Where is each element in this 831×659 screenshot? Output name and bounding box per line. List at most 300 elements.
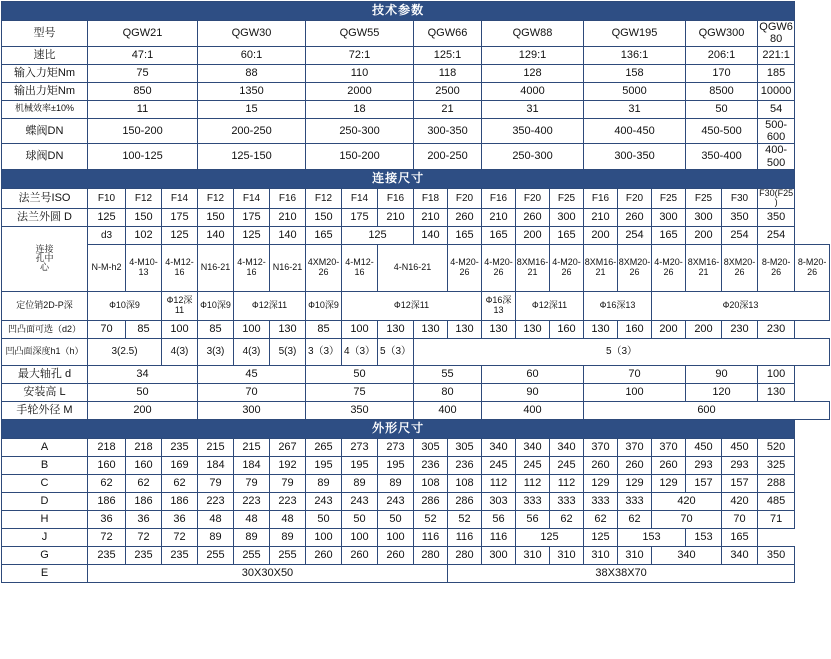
table-row [2,528,830,546]
cell: 230 [758,320,795,338]
cell: 100 [306,528,342,546]
cell: 245 [550,456,584,474]
cell: 300-350 [584,144,686,170]
cell: 70 [198,383,306,401]
cell: F12 [198,188,234,208]
cell: F25 [686,188,722,208]
cell: 89 [270,528,306,546]
row-label-conn-holes: 连接 孔中 心 [2,226,88,291]
cell: 88 [198,64,306,82]
cell: 215 [234,438,270,456]
row-label: H [2,510,88,528]
cell: 140 [198,226,234,244]
cell: 125 [234,226,270,244]
cell: 340 [516,438,550,456]
cell: 5（3） [414,338,830,365]
cell: 235 [88,546,126,564]
cell: QGW66 [414,21,482,47]
row-label: 手轮外径 M [2,401,88,419]
cell: 130 [758,383,795,401]
cell: 4-M10-13 [126,244,162,291]
cell: 255 [234,546,270,564]
cell: 136:1 [584,46,686,64]
cell: 158 [584,64,686,82]
cell: 56 [516,510,550,528]
cell: 170 [686,64,758,82]
cell: 1350 [198,82,306,100]
cell: 186 [162,492,198,510]
cell: 260 [584,456,618,474]
cell: 350-400 [482,118,584,144]
cell: 112 [550,474,584,492]
cell: 62 [162,474,198,492]
row-label: G [2,546,88,564]
cell: Ф16深13 [584,291,652,320]
cell: 333 [618,492,652,510]
cell: 243 [306,492,342,510]
cell: 293 [686,456,722,474]
cell: F18 [414,188,448,208]
cell: 60:1 [198,46,306,64]
cell: 128 [482,64,584,82]
cell: 420 [722,492,758,510]
cell: Ф10深9 [306,291,342,320]
table-row [2,291,830,320]
cell: 89 [198,528,234,546]
cell: 160 [550,320,584,338]
cell: 62 [618,510,652,528]
cell: 125 [342,226,414,244]
row-label: B [2,456,88,474]
row-label: A [2,438,88,456]
cell: 89 [342,474,378,492]
cell: 370 [652,438,686,456]
cell: 150 [198,208,234,226]
sub-row-label: N-M-h2 [88,244,126,291]
cell: 200 [88,401,198,419]
cell: 116 [414,528,448,546]
cell: 38X38X70 [448,564,795,582]
cell: 236 [414,456,448,474]
cell: F14 [342,188,378,208]
cell: 450 [722,438,758,456]
cell: 72 [88,528,126,546]
cell: 250-300 [306,118,414,144]
cell: 218 [126,438,162,456]
cell: 129 [618,474,652,492]
cell: 310 [618,546,652,564]
cell: 450-500 [686,118,758,144]
row-label: 凹凸面深度h1（h） [2,338,88,365]
cell: 350 [758,546,795,564]
cell: 325 [758,456,795,474]
cell: 400 [482,401,584,419]
table-row [2,320,830,338]
cell: F25 [652,188,686,208]
cell: 4-M20-26 [550,244,584,291]
cell: 255 [198,546,234,564]
cell: 223 [270,492,306,510]
cell: 175 [162,208,198,226]
cell: 140 [270,226,306,244]
cell: 125-150 [198,144,306,170]
cell: 165 [482,226,516,244]
cell: 333 [516,492,550,510]
row-label: 输出力矩Nm [2,82,88,100]
cell: Ф12深11 [162,291,198,320]
cell: 210 [482,208,516,226]
cell: 79 [234,474,270,492]
cell: 118 [414,64,482,82]
sub-row-label: d3 [88,226,126,244]
cell: 4-M20-26 [482,244,516,291]
cell: 48 [234,510,270,528]
table-row [2,208,830,226]
cell: 157 [722,474,758,492]
cell: 235 [162,546,198,564]
cell: 184 [234,456,270,474]
table-row [2,100,830,118]
table-row [2,338,830,365]
cell: 85 [306,320,342,338]
cell: 300 [482,546,516,564]
cell: 54 [758,100,795,118]
cell: 195 [306,456,342,474]
cell: 75 [306,383,414,401]
cell: 420 [652,492,722,510]
cell: 305 [414,438,448,456]
section-title-conn: 连接尺寸 [2,169,795,188]
cell: 210 [270,208,306,226]
row-label: E [2,564,88,582]
cell: 89 [378,474,414,492]
cell: 52 [448,510,482,528]
cell: 15 [198,100,306,118]
cell: 8XM20-26 [618,244,652,291]
cell: 235 [126,546,162,564]
cell: 520 [758,438,795,456]
cell: 4（3） [342,338,378,365]
cell: Ф20深13 [652,291,830,320]
cell: 108 [414,474,448,492]
cell: 260 [618,456,652,474]
cell: 200-250 [414,144,482,170]
table-row [2,510,830,528]
cell: 4(3) [162,338,198,365]
cell: 8-M20-26 [795,244,830,291]
cell: F20 [618,188,652,208]
cell: Ф10深9 [198,291,234,320]
cell: F12 [306,188,342,208]
row-label: 球阀DN [2,144,88,170]
cell: 370 [618,438,652,456]
cell: 400-450 [584,118,686,144]
cell: 200 [686,226,722,244]
table-row [2,188,830,208]
cell: 2000 [306,82,414,100]
cell: 350 [758,208,795,226]
table-row [2,546,830,564]
cell: 8-M20-26 [758,244,795,291]
cell: 200 [686,320,722,338]
row-label: 定位销2D-P深 [2,291,88,320]
cell: 340 [482,438,516,456]
cell: 160 [126,456,162,474]
cell: 223 [198,492,234,510]
cell: 100 [342,320,378,338]
row-label: C [2,474,88,492]
cell: 153 [686,528,722,546]
table-row [2,492,830,510]
cell: 100 [342,528,378,546]
cell: 125 [162,226,198,244]
cell: 236 [448,456,482,474]
cell: 80 [414,383,482,401]
cell: 62 [126,474,162,492]
cell: 79 [270,474,306,492]
cell: 260 [342,546,378,564]
cell: 21 [414,100,482,118]
cell: Ф12深11 [234,291,306,320]
cell: 235 [162,438,198,456]
cell: 223 [234,492,270,510]
cell: 286 [414,492,448,510]
cell: 165 [448,226,482,244]
cell: 62 [584,510,618,528]
cell: 210 [414,208,448,226]
cell: 305 [448,438,482,456]
cell: 129:1 [482,46,584,64]
cell: 200-250 [198,118,306,144]
cell: 79 [198,474,234,492]
cell: 230 [722,320,758,338]
cell: 125 [88,208,126,226]
cell: 400-500 [758,144,795,170]
cell: 70 [88,320,126,338]
cell: N16-21 [270,244,306,291]
cell: 485 [758,492,795,510]
cell: 310 [584,546,618,564]
cell: 300 [686,208,722,226]
cell: 75 [88,64,198,82]
cell: 157 [686,474,722,492]
cell: 4-M20-26 [448,244,482,291]
cell: 195 [378,456,414,474]
cell: 8500 [686,82,758,100]
cell: 150 [306,208,342,226]
spec-table [1,1,830,583]
cell: 293 [722,456,758,474]
cell: 5（3） [378,338,414,365]
cell: 340 [550,438,584,456]
cell: 200 [516,226,550,244]
cell: 210 [378,208,414,226]
cell: 72 [162,528,198,546]
cell: 100 [378,528,414,546]
section-title-outline: 外形尺寸 [2,419,795,438]
cell: 50 [88,383,198,401]
cell: 260 [448,208,482,226]
cell: 260 [306,546,342,564]
row-label: 型号 [2,21,88,47]
cell: F14 [234,188,270,208]
cell: 31 [482,100,584,118]
cell: 5(3) [270,338,306,365]
table-row [2,383,830,401]
cell: 500-600 [758,118,795,144]
cell: 153 [618,528,686,546]
table-row [2,82,830,100]
cell: 62 [550,510,584,528]
cell: QGW30 [198,21,306,47]
cell: 100 [584,383,686,401]
cell: 130 [584,320,618,338]
cell: 116 [482,528,516,546]
cell: 130 [482,320,516,338]
cell: 2500 [414,82,482,100]
cell: 89 [234,528,270,546]
cell: 218 [88,438,126,456]
cell: 600 [584,401,830,419]
cell: F25 [550,188,584,208]
cell: 130 [270,320,306,338]
cell: QGW21 [88,21,198,47]
cell: 4XM20-26 [306,244,342,291]
cell: QGW680 [759,21,793,46]
cell: 52 [414,510,448,528]
cell: F20 [448,188,482,208]
cell: 254 [758,226,795,244]
cell: N16-21 [198,244,234,291]
cell: 85 [198,320,234,338]
cell: Ф16深13 [482,291,516,320]
row-label: 凹凸面可选（d2） [2,320,88,338]
cell: 160 [88,456,126,474]
cell: Ф10深9 [88,291,162,320]
cell: 85 [126,320,162,338]
cell: 130 [414,320,448,338]
row-label: 蝶阀DN [2,118,88,144]
cell: 4(3) [234,338,270,365]
cell: 260 [618,208,652,226]
cell: F16 [482,188,516,208]
cell: 10000 [758,82,795,100]
row-label: 输入力矩Nm [2,64,88,82]
cell: F20 [516,188,550,208]
cell: 195 [342,456,378,474]
cell: 102 [126,226,162,244]
cell: 112 [482,474,516,492]
cell: 260 [652,456,686,474]
cell: 8XM16-21 [516,244,550,291]
cell: 31 [584,100,686,118]
cell: 48 [198,510,234,528]
cell: 18 [306,100,414,118]
cell: 265 [306,438,342,456]
table-row [2,244,830,291]
row-label: D [2,492,88,510]
cell: 175 [234,208,270,226]
section-header-row [2,169,830,188]
cell: 300-350 [414,118,482,144]
cell: 4-M20-26 [652,244,686,291]
cell: 200 [584,226,618,244]
cell: 50 [306,365,414,383]
cell: 100-125 [88,144,198,170]
cell: 110 [306,64,414,82]
cell: Ф12深11 [342,291,482,320]
cell: 169 [162,456,198,474]
cell: 116 [448,528,482,546]
section-title-tech: 技术参数 [2,2,795,21]
cell: 400 [414,401,482,419]
cell: 45 [198,365,306,383]
table-row [2,474,830,492]
cell: 56 [482,510,516,528]
cell: 47:1 [88,46,198,64]
table-row [2,438,830,456]
cell: 300 [550,208,584,226]
cell: 108 [448,474,482,492]
cell: 5000 [584,82,686,100]
cell: 267 [270,438,306,456]
cell: 125 [584,528,618,546]
cell: 125 [516,528,584,546]
cell: 3（3） [306,338,342,365]
cell: 165 [550,226,584,244]
table-row [2,64,830,82]
cell: 130 [448,320,482,338]
cell: 150 [126,208,162,226]
row-label: 法兰外圆 D [2,208,88,226]
cell: 254 [618,226,652,244]
cell: 273 [378,438,414,456]
cell: 36 [88,510,126,528]
cell: 165 [652,226,686,244]
table-row [2,118,830,144]
cell: 215 [198,438,234,456]
cell: F16 [378,188,414,208]
cell: 130 [516,320,550,338]
cell: 350 [306,401,414,419]
cell: 333 [584,492,618,510]
cell: 245 [482,456,516,474]
cell: 8XM16-21 [686,244,722,291]
cell: 89 [306,474,342,492]
cell: QGW88 [482,21,584,47]
cell: 70 [652,510,722,528]
cell: 286 [448,492,482,510]
cell: 260 [516,208,550,226]
cell: 186 [126,492,162,510]
cell: 70 [584,365,686,383]
row-label: 安装高 L [2,383,88,401]
cell: 8XM20-26 [722,244,758,291]
cell: 850 [88,82,198,100]
cell: 4-M12-16 [162,244,198,291]
cell: F16 [270,188,306,208]
cell: 71 [758,510,795,528]
cell: 288 [758,474,795,492]
cell: 129 [652,474,686,492]
row-label: 法兰号ISO [2,188,88,208]
cell: 273 [342,438,378,456]
cell: 50 [686,100,758,118]
cell: F16 [584,188,618,208]
cell: 350 [722,208,758,226]
cell: 4-N16-21 [378,244,448,291]
cell: 50 [306,510,342,528]
